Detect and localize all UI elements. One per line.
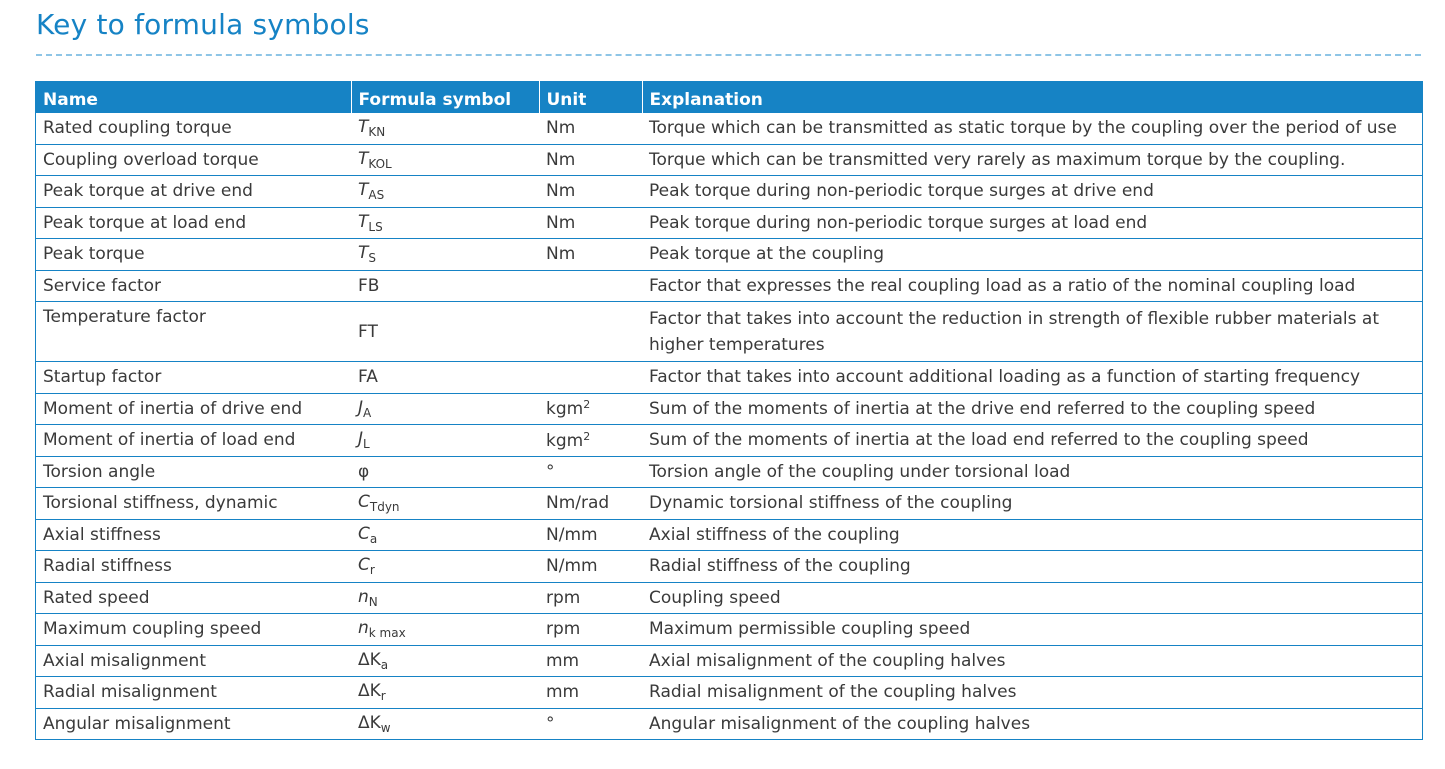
cell-name: Service factor bbox=[36, 270, 351, 302]
table-row bbox=[36, 614, 1422, 646]
cell-explanation: Radial stiffness of the coupling bbox=[642, 551, 1422, 583]
table-row bbox=[36, 144, 1422, 176]
cell-name: Axial misalignment bbox=[36, 645, 351, 677]
symbol-base: T bbox=[358, 148, 369, 169]
cell-explanation: Torsion angle of the coupling under torsional load bbox=[642, 456, 1422, 488]
symbol-subscript: Tdyn bbox=[369, 500, 400, 515]
cell-name: Peak torque bbox=[36, 239, 351, 271]
cell-formula-symbol bbox=[351, 708, 539, 739]
cell-unit bbox=[539, 393, 642, 425]
table-row bbox=[36, 302, 1422, 362]
unit-text: Nm bbox=[546, 212, 576, 233]
cell-unit bbox=[539, 113, 642, 144]
cell-explanation: Sum of the moments of inertia at the load end referred to the coupling speed bbox=[642, 425, 1422, 457]
cell-formula-symbol bbox=[351, 207, 539, 239]
symbol-subscript: A bbox=[363, 405, 372, 420]
cell-unit bbox=[539, 551, 642, 583]
cell-unit bbox=[539, 176, 642, 208]
cell-formula-symbol bbox=[351, 551, 539, 583]
cell-name: Maximum coupling speed bbox=[36, 614, 351, 646]
table-row bbox=[36, 270, 1422, 302]
cell-unit bbox=[539, 207, 642, 239]
table-row bbox=[36, 456, 1422, 488]
cell-name: Peak torque at load end bbox=[36, 207, 351, 239]
cell-explanation: Factor that takes into account the reduction in strength of flexible rubber materials at higher temperatures bbox=[642, 302, 1422, 362]
cell-name: Rated speed bbox=[36, 582, 351, 614]
cell-explanation: Factor that takes into account additional loading as a function of starting frequency bbox=[642, 362, 1422, 394]
cell-formula-symbol bbox=[351, 362, 539, 394]
symbol-base: J bbox=[358, 397, 364, 418]
cell-name: Radial stiffness bbox=[36, 551, 351, 583]
cell-explanation: Peak torque at the coupling bbox=[642, 239, 1422, 271]
cell-name: Axial stiffness bbox=[36, 519, 351, 551]
cell-formula-symbol bbox=[351, 425, 539, 457]
symbol-base: T bbox=[358, 117, 369, 138]
symbol-base: ΔK bbox=[358, 712, 381, 733]
cell-formula-symbol bbox=[351, 582, 539, 614]
table-row bbox=[36, 362, 1422, 394]
title-divider bbox=[36, 54, 1421, 56]
cell-explanation: Dynamic torsional stiffness of the coupling bbox=[642, 488, 1422, 520]
column-header-name: Name bbox=[36, 81, 351, 113]
cell-unit bbox=[539, 239, 642, 271]
symbol-subscript: k max bbox=[368, 626, 406, 641]
unit-text: Nm/rad bbox=[546, 493, 610, 514]
column-header-unit: Unit bbox=[539, 81, 642, 113]
column-header-formula-symbol: Formula symbol bbox=[351, 81, 539, 113]
symbol-base: C bbox=[358, 492, 370, 513]
cell-formula-symbol bbox=[351, 270, 539, 302]
cell-explanation: Peak torque during non-periodic torque surges at drive end bbox=[642, 176, 1422, 208]
table-row bbox=[36, 519, 1422, 551]
cell-explanation: Peak torque during non-periodic torque surges at load end bbox=[642, 207, 1422, 239]
cell-explanation: Torque which can be transmitted very rarely as maximum torque by the coupling. bbox=[642, 144, 1422, 176]
cell-unit bbox=[539, 425, 642, 457]
cell-name: Rated coupling torque bbox=[36, 113, 351, 144]
table-row bbox=[36, 645, 1422, 677]
symbol-base: FT bbox=[358, 321, 378, 342]
table-header-row bbox=[36, 81, 1422, 113]
table-row bbox=[36, 551, 1422, 583]
cell-formula-symbol bbox=[351, 393, 539, 425]
symbol-subscript: w bbox=[380, 720, 391, 735]
unit-text: N/mm bbox=[546, 524, 598, 545]
symbol-base: T bbox=[358, 211, 369, 232]
symbol-base: C bbox=[358, 555, 370, 576]
cell-explanation: Maximum permissible coupling speed bbox=[642, 614, 1422, 646]
cell-formula-symbol bbox=[351, 113, 539, 144]
symbol-base: FB bbox=[358, 275, 380, 296]
symbol-subscript: a bbox=[369, 531, 378, 546]
table-row bbox=[36, 425, 1422, 457]
cell-unit bbox=[539, 519, 642, 551]
table-row bbox=[36, 207, 1422, 239]
cell-formula-symbol bbox=[351, 176, 539, 208]
table-row bbox=[36, 708, 1422, 739]
unit-superscript: 2 bbox=[583, 398, 591, 412]
cell-formula-symbol bbox=[351, 302, 539, 362]
symbol-subscript: KN bbox=[368, 125, 386, 140]
symbol-subscript: r bbox=[380, 689, 386, 704]
symbol-subscript: N bbox=[368, 594, 378, 609]
cell-unit bbox=[539, 677, 642, 709]
symbol-subscript: r bbox=[369, 563, 375, 578]
table-row bbox=[36, 113, 1422, 144]
unit-text: kgm bbox=[546, 399, 584, 420]
symbol-subscript: a bbox=[380, 657, 389, 672]
cell-explanation: Radial misalignment of the coupling halves bbox=[642, 677, 1422, 709]
cell-unit bbox=[539, 144, 642, 176]
symbol-subscript: KOL bbox=[368, 156, 392, 171]
cell-name: Torsion angle bbox=[36, 456, 351, 488]
cell-unit bbox=[539, 582, 642, 614]
unit-text: N/mm bbox=[546, 556, 598, 577]
unit-text: kgm bbox=[546, 430, 584, 451]
cell-explanation: Sum of the moments of inertia at the drive end referred to the coupling speed bbox=[642, 393, 1422, 425]
unit-superscript: 2 bbox=[583, 429, 591, 443]
cell-formula-symbol bbox=[351, 456, 539, 488]
cell-unit bbox=[539, 614, 642, 646]
cell-formula-symbol bbox=[351, 519, 539, 551]
symbol-subscript: LS bbox=[368, 219, 383, 234]
cell-formula-symbol bbox=[351, 239, 539, 271]
cell-name: Moment of inertia of load end bbox=[36, 425, 351, 457]
unit-text: rpm bbox=[546, 619, 581, 640]
unit-text: mm bbox=[546, 682, 580, 703]
formula-symbols-table bbox=[35, 81, 1423, 740]
cell-explanation: Torque which can be transmitted as static torque by the coupling over the period of use bbox=[642, 113, 1422, 144]
cell-formula-symbol bbox=[351, 677, 539, 709]
cell-name: Coupling overload torque bbox=[36, 144, 351, 176]
cell-name: Angular misalignment bbox=[43, 713, 231, 734]
cell-explanation: Axial stiffness of the coupling bbox=[642, 519, 1422, 551]
symbol-subscript: AS bbox=[368, 188, 385, 203]
symbol-base: ΔK bbox=[358, 649, 381, 670]
symbol-base: C bbox=[358, 523, 370, 544]
table-row bbox=[36, 677, 1422, 709]
symbol-base: T bbox=[358, 243, 369, 264]
cell-explanation: Angular misalignment of the coupling halves bbox=[649, 713, 1031, 734]
cell-explanation: Coupling speed bbox=[642, 582, 1422, 614]
symbol-base: T bbox=[358, 180, 369, 201]
table-row bbox=[36, 393, 1422, 425]
cell-unit bbox=[539, 302, 642, 362]
column-header-explanation: Explanation bbox=[649, 89, 763, 110]
unit-text: Nm bbox=[546, 244, 576, 265]
cell-unit bbox=[539, 362, 642, 394]
symbol-subscript: L bbox=[363, 437, 370, 452]
table-row bbox=[36, 582, 1422, 614]
unit-text: ° bbox=[546, 461, 555, 482]
cell-explanation: Axial misalignment of the coupling halves bbox=[642, 645, 1422, 677]
table-row bbox=[36, 239, 1422, 271]
unit-text: ° bbox=[546, 713, 555, 734]
page-title: Key to formula symbols bbox=[36, 8, 370, 41]
cell-unit bbox=[539, 645, 642, 677]
cell-formula-symbol bbox=[351, 614, 539, 646]
unit-text: Nm bbox=[546, 181, 576, 202]
cell-explanation: Factor that expresses the real coupling load as a ratio of the nominal coupling load bbox=[642, 270, 1422, 302]
cell-formula-symbol bbox=[351, 645, 539, 677]
symbol-base: FA bbox=[358, 367, 378, 388]
cell-name: Torsional stiffness, dynamic bbox=[36, 488, 351, 520]
symbol-base: J bbox=[358, 429, 364, 450]
cell-unit bbox=[539, 270, 642, 302]
unit-text: Nm bbox=[546, 118, 576, 139]
symbol-subscript: S bbox=[368, 251, 377, 266]
cell-name: Startup factor bbox=[36, 362, 351, 394]
cell-name: Peak torque at drive end bbox=[36, 176, 351, 208]
cell-unit bbox=[539, 456, 642, 488]
cell-unit bbox=[539, 708, 642, 739]
unit-text: mm bbox=[546, 650, 580, 671]
table-row bbox=[36, 488, 1422, 520]
table-row bbox=[36, 176, 1422, 208]
symbol-base: φ bbox=[358, 461, 370, 482]
cell-name: Moment of inertia of drive end bbox=[36, 393, 351, 425]
symbol-base: n bbox=[358, 586, 369, 607]
unit-text: Nm bbox=[546, 149, 576, 170]
symbol-base: n bbox=[358, 618, 369, 639]
cell-formula-symbol bbox=[351, 144, 539, 176]
cell-unit bbox=[539, 488, 642, 520]
symbol-base: ΔK bbox=[358, 681, 381, 702]
cell-name: Temperature factor bbox=[36, 302, 351, 362]
cell-name: Radial misalignment bbox=[36, 677, 351, 709]
cell-formula-symbol bbox=[351, 488, 539, 520]
unit-text: rpm bbox=[546, 587, 581, 608]
